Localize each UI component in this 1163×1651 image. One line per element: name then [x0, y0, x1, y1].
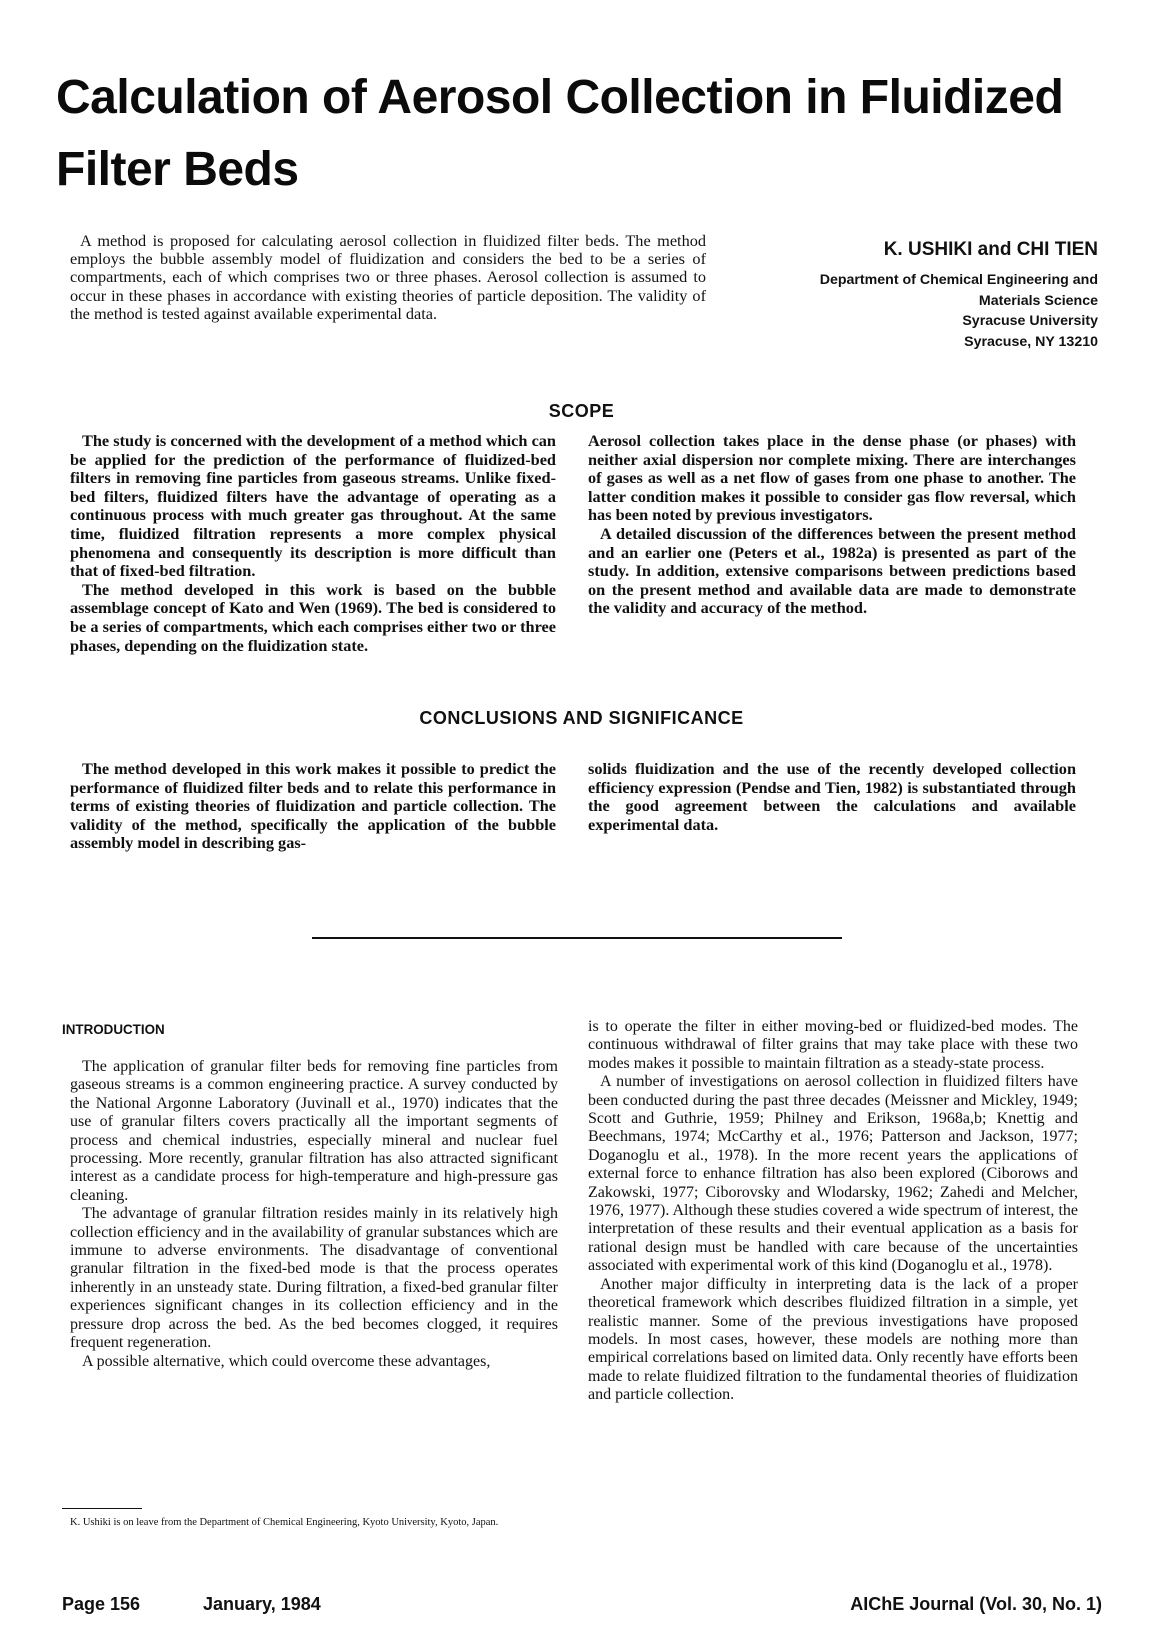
scope-paragraph: The method developed in this work is based on the bubble assemblage concept of Kato and Wen (1969). The bed is considered to be a series of compartments, which each comprises either two or three phases, depending on the fluidization state. — [70, 579, 556, 655]
affiliation-line: Department of Chemical Engineering and — [819, 272, 1098, 288]
scope-paragraph: A detailed discussion of the differences between the present method and an earlier one (Peters et al., 1982a) is presented as part of the study. In addition, extensive comparisons between predictions based on the present method and available data are made to demonstrate the validity and accuracy of the method. — [588, 523, 1076, 618]
section-divider — [312, 937, 842, 939]
conclusions-heading: CONCLUSIONS AND SIGNIFICANCE — [419, 708, 744, 728]
body-paragraph: The application of granular filter beds for removing fine particles from gaseous streams is a common engineering practice. A survey conducted by the National Argonne Laboratory (Juvinall et al., 1970) indicates that the use of granular filters covers practically all the important segments of process and chemical industries, especially mineral and nuclear fuel processing. More recently, granular filtration has also attracted significant interest as a candidate process for high-temperature and high-pressure gas cleaning. — [70, 1058, 558, 1204]
body-paragraph: A number of investigations on aerosol collection in fluidized filters have been conducted during the past three decades (Meissner and Mickley, 1949; Scott and Guthrie, 1959; Philney and Erikson, 1968a,b; Knettig and Beechmans, 1974; McCarthy et al., 1976; Patterson and Jackson, 1977; Doganoglu et al., 1978). In the more recent years the applications of external force to enhance filtration has also been explored (Ciborows and Zakowski, 1977; Ciborovsky and Wlodarsky, 1962; Zahedi and Melcher, 1976, 1977). Although these studies covered a wide spectrum of interest, the interpretation of these results and their eventual application as a basis for rational design must be handled with care because of the uncertainties associated with experimental work of this kind (Doganoglu et al., 1978). — [588, 1073, 1078, 1275]
affiliation-line: Syracuse, NY 13210 — [964, 333, 1098, 350]
paper-title: Calculation of Aerosol Collection in Fluidized Filter Beds — [56, 71, 1064, 196]
introduction-heading: INTRODUCTION — [62, 1022, 165, 1037]
footnote-rule — [62, 1508, 142, 1509]
body-paragraph: Another major difficulty in interpreting data is the lack of a proper theoretical framework which describes fluidized filtration in a simple, yet realistic manner. Some of the previous investigations have proposed models. In most cases, however, these models are nothing more than empirical correlations based on limited data. Only recently have efforts been made to relate fluidized filtration to the fundamental theories of fluidization and particle collection. — [588, 1275, 1078, 1404]
scope-paragraph: The study is concerned with the development of a method which can be applied for the prediction of the performance of fluidized-bed filters in removing fine particles from gaseous streams. Unlike fixed-bed filters, fluidized filters have the advantage of operating as a continuous process with much greater gas throughout. At the same time, fluidized filtration represents a more complex physical phenomena and consequently its description is more difficult than that of fixed-bed filtration. — [70, 431, 556, 581]
author-names: K. USHIKI and CHI TIEN — [883, 239, 1098, 260]
footnote: K. Ushiki is on leave from the Department of Chemical Engineering, Kyoto University, Kyoto, Japan. — [70, 1517, 499, 1528]
conclusions-paragraph: solids fluidization and the use of the recently developed collection efficiency expression (Pendse and Tien, 1982) is substantiated through the good agreement between the calculations and available experimental data. — [588, 759, 1076, 834]
author-block — [738, 238, 1098, 352]
abstract: A method is proposed for calculating aerosol collection in fluidized filter beds. The method employs the bubble assembly model of fluidization and considers the bed to be a series of compartments, each of which comprises two or three phases. Aerosol collection is assumed to occur in these phases in accordance with existing theories of particle deposition. The validity of the method is tested against available experimental data. — [70, 231, 706, 323]
journal-citation: AIChE Journal (Vol. 30, No. 1) — [850, 1594, 1102, 1614]
affiliation-line: Materials Science — [978, 292, 1098, 309]
page-number: Page 156 — [62, 1594, 141, 1614]
issue-date: January, 1984 — [203, 1594, 321, 1614]
scope-paragraph: Aerosol collection takes place in the dense phase (or phases) with neither axial dispersion nor complete mixing. There are interchanges of gases as well as a net flow of gases from one phase to another. The latter condition makes it possible to consider gas flow reversal, which has been noted by previous investigators. — [588, 431, 1076, 525]
page-footer — [62, 1594, 1102, 1620]
conclusions-left-column — [70, 760, 556, 853]
scope-right-column — [588, 432, 1076, 618]
conclusions-paragraph: The method developed in this work makes it possible to predict the performance of fluidized filter beds and to relate this performance in terms of existing theories of fluidization and particle collection. The validity of the method, specifically the application of the bubble assembly model in describing gas- — [70, 759, 556, 853]
introduction-left-column — [70, 1058, 558, 1371]
introduction-right-column — [588, 1018, 1078, 1405]
affiliation-line: Syracuse University — [962, 313, 1098, 329]
conclusions-right-column — [588, 760, 1076, 834]
body-paragraph: A possible alternative, which could overcome these advantages, — [82, 1352, 491, 1370]
scope-left-column — [70, 432, 556, 655]
scope-heading: SCOPE — [548, 401, 615, 421]
body-paragraph: is to operate the filter in either moving-bed or fluidized-bed modes. The continuous withdrawal of filter grains that may take place with these two modes makes it possible to maintain filtration as a steady-state process. — [588, 1018, 1078, 1072]
body-paragraph: The advantage of granular filtration resides mainly in its relatively high collection efficiency and in the availability of granular substances which are immune to adverse environments. The disadvantage of conventional granular filtration in the fixed-bed mode is that the process operates inherently in an unsteady state. During filtration, a fixed-bed granular filter experiences significant changes in its collection efficiency and in the pressure drop across the bed. As the bed becomes clogged, it requires frequent regeneration. — [70, 1205, 558, 1352]
